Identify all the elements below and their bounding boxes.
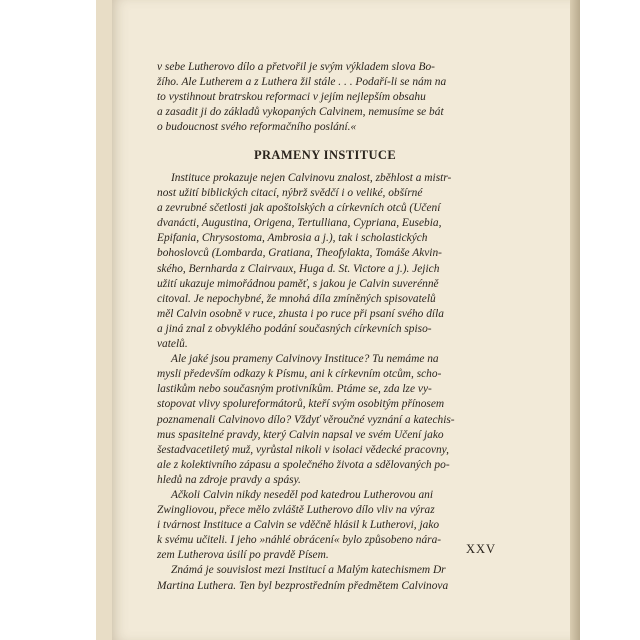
paragraph bbox=[157, 352, 493, 488]
text-line: o budoucnost svého reformačního poslání.« bbox=[157, 121, 357, 134]
text-line: zem Lutherova úsilí po pravdě Písem. bbox=[157, 549, 329, 562]
text-line: Známá je souvislost mezi Institucí a Malým katechismem Dr bbox=[171, 564, 446, 577]
page-number: XXV bbox=[466, 542, 497, 556]
text-line: dvanácti, Augustina, Origena, Tertulliana, Cypriana, Eusebia, bbox=[157, 217, 442, 230]
text-line: šestadvacetiletý muž, vyrůstal nikoli v isolaci vědecké pracovny, bbox=[157, 443, 449, 456]
text-line: žího. Ale Lutherem a z Luthera žil stále . . . Podaří-li se nám na bbox=[157, 76, 447, 89]
section-heading: PRAMENY INSTITUCE bbox=[253, 148, 397, 162]
text-line: Instituce prokazuje nejen Calvinovu znalost, zběhlost a mistr- bbox=[171, 172, 452, 184]
text-line: a zevrubné sčetlosti jak apoštolských a církevních otců (Učení bbox=[157, 202, 441, 215]
text-line: nost užití biblických citací, nýbrž svědčí i o veliké, obšírné bbox=[157, 187, 423, 200]
text-line: poznamenali Calvinovo dílo? Vždyť věroučné vyznání a katechis- bbox=[157, 413, 455, 426]
text-line: Zwingliovou, přece mělo zvláště Lutherovo dílo vliv na výraz bbox=[157, 504, 435, 517]
body-text bbox=[157, 171, 493, 594]
text-line: a zasadit ji do základů vykopaných Calvinem, nemusíme se bát bbox=[157, 106, 444, 119]
text-line: stopovat vlivy spolureformátorů, kteří svým osobitým přínosem bbox=[157, 398, 445, 411]
text-line: bohoslovců (Lombarda, Gratiana, Theofylakta, Tomáše Akvin- bbox=[157, 247, 442, 260]
text-line: k svému učiteli. I jeho »náhlé obrácení« bylo způsobeno nára- bbox=[157, 534, 442, 547]
paragraph bbox=[157, 171, 493, 352]
text-line: mysli především odkazy k Písmu, ani k církevním otcům, scho- bbox=[157, 368, 442, 381]
text-line: ale z kolektivního zápasu a společného života a sdělovaných po- bbox=[157, 458, 450, 471]
text-line: užití ukazuje mimořádnou paměť, s jakou je Calvin suverénně bbox=[157, 277, 439, 290]
text-line: Ale jaké jsou prameny Calvinovy Instituce? Tu nemáme na bbox=[171, 353, 439, 366]
text-line: a jiná znal z obvyklého podání současných církevních spiso- bbox=[157, 322, 432, 335]
text-line: hledů na zdroje pravdy a spásy. bbox=[157, 473, 301, 486]
text-line: mus spasitelné pravdy, který Calvin napsal ve svém Učení jako bbox=[157, 428, 444, 441]
text-line: citoval. Je nepochybné, že mnohá díla zmíněných spisovatelů bbox=[157, 292, 436, 305]
paragraph bbox=[157, 563, 493, 593]
paragraph bbox=[157, 488, 493, 563]
text-line: Ačkoli Calvin nikdy neseděl pod katedrou Lutherovou ani bbox=[171, 488, 434, 501]
text-line: v sebe Lutherovo dílo a přetvořil je svým výkladem slova Bo- bbox=[157, 61, 435, 73]
text-line: měl Calvin osobně v ruce, zhusta i po ruce při psaní svého díla bbox=[157, 307, 444, 320]
text-line: to vystihnout bratrskou reformaci v jejím nejlepším obsahu bbox=[157, 91, 426, 104]
text-line: ského, Bernharda z Clairvaux, Huga d. St. Victore a j.). Jejich bbox=[157, 262, 440, 275]
text-line: i tvárnost Instituce a Calvin se vděčně hlásil k Lutherovi, jako bbox=[157, 519, 440, 532]
text-line: vatelů. bbox=[157, 338, 188, 351]
text-line: Epifania, Chrysostoma, Ambrosia a j.), tak i scholastických bbox=[157, 232, 428, 245]
text-line: Martina Luthera. Ten byl bezprostředním předmětem Calvinova bbox=[157, 579, 449, 592]
intro-quote bbox=[157, 60, 493, 135]
text-line: lastikům nebo současným protivníkům. Ptáme se, zda lze vy- bbox=[157, 383, 432, 396]
page-edge bbox=[570, 0, 580, 640]
